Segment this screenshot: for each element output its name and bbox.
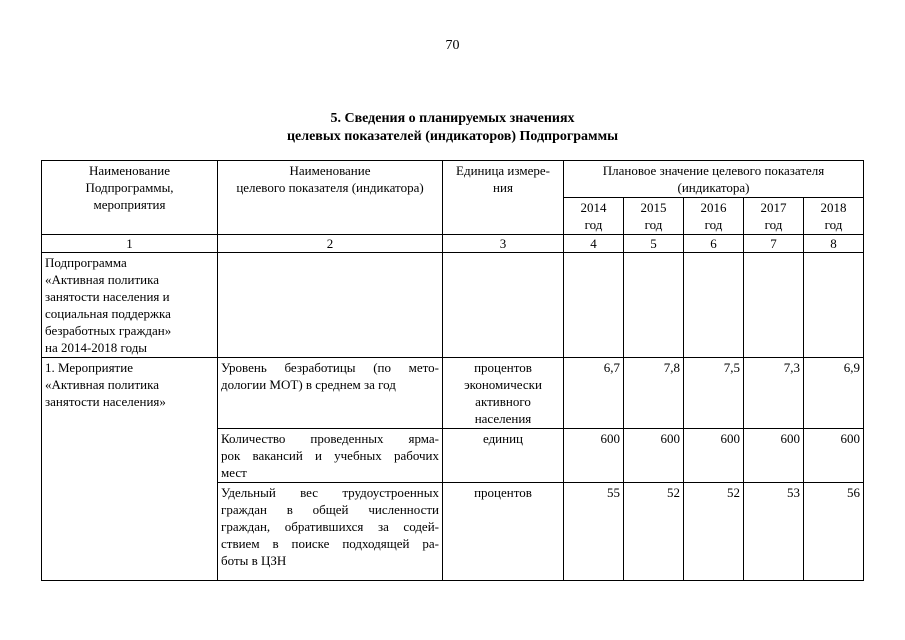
indicator-value-2016: 600 [684, 429, 744, 483]
empty-cell [564, 253, 624, 358]
indicator-row-1 [42, 358, 864, 429]
column-number: 7 [744, 235, 804, 253]
indicators-table [41, 160, 864, 581]
header-indicator-name: Наименование целевого показателя (индикатора) [218, 161, 443, 235]
header-subprogram-name: Наименование Подпрограммы, мероприятия [42, 161, 218, 235]
indicator-value-2014: 600 [564, 429, 624, 483]
indicator-value-2015: 52 [624, 483, 684, 581]
indicator-name: Уровень безработицы (по мето- дологии МОТ) в среднем за год [218, 358, 443, 429]
header-row-1 [42, 161, 864, 198]
column-number: 4 [564, 235, 624, 253]
column-number: 6 [684, 235, 744, 253]
column-number: 8 [804, 235, 864, 253]
document-title-line-1: 5. Сведения о планируемых значениях [330, 111, 575, 126]
indicator-value-2018: 56 [804, 483, 864, 581]
indicator-value-2016: 7,5 [684, 358, 744, 429]
column-number: 1 [42, 235, 218, 253]
indicator-value-2017: 53 [744, 483, 804, 581]
header-year-2018: 2018 год [804, 198, 864, 235]
header-year-2016: 2016 год [684, 198, 744, 235]
measure-name: 1. Мероприятие «Активная политика занятости населения» [42, 358, 218, 581]
indicator-unit: процентов экономически активного населения [443, 358, 564, 429]
column-number: 2 [218, 235, 443, 253]
empty-cell [443, 253, 564, 358]
header-planned-value: Плановое значение целевого показателя (индикатора) [564, 161, 864, 198]
empty-cell [804, 253, 864, 358]
header-year-2014: 2014 год [564, 198, 624, 235]
indicator-unit: процентов [443, 483, 564, 581]
header-unit: Единица измере- ния [443, 161, 564, 235]
indicator-value-2014: 55 [564, 483, 624, 581]
empty-cell [684, 253, 744, 358]
header-year-2017: 2017 год [744, 198, 804, 235]
indicator-value-2015: 7,8 [624, 358, 684, 429]
column-number: 5 [624, 235, 684, 253]
indicator-name: Удельный вес трудоустроенных граждан в общей численности граждан, обратившихся за содей- ствием в поиске подходящей ра- боты в ЦЗН [218, 483, 443, 581]
indicator-value-2018: 600 [804, 429, 864, 483]
indicator-value-2014: 6,7 [564, 358, 624, 429]
column-number: 3 [443, 235, 564, 253]
page-number: 70 [445, 38, 460, 53]
empty-cell [218, 253, 443, 358]
indicator-value-2017: 7,3 [744, 358, 804, 429]
document-title-line-2: целевых показателей (индикаторов) Подпрограммы [286, 129, 619, 144]
empty-cell [744, 253, 804, 358]
document-title [0, 110, 905, 146]
indicator-name: Количество проведенных ярма- рок вакансий и учебных рабочих мест [218, 429, 443, 483]
indicator-value-2017: 600 [744, 429, 804, 483]
indicator-value-2015: 600 [624, 429, 684, 483]
indicator-value-2016: 52 [684, 483, 744, 581]
subprogram-name: Подпрограмма «Активная политика занятости населения и социальная поддержка безработных граждан» на 2014-2018 годы [42, 253, 218, 358]
column-numbers-row [42, 235, 864, 253]
indicator-unit: единиц [443, 429, 564, 483]
header-year-2015: 2015 год [624, 198, 684, 235]
subprogram-row [42, 253, 864, 358]
indicator-value-2018: 6,9 [804, 358, 864, 429]
empty-cell [624, 253, 684, 358]
